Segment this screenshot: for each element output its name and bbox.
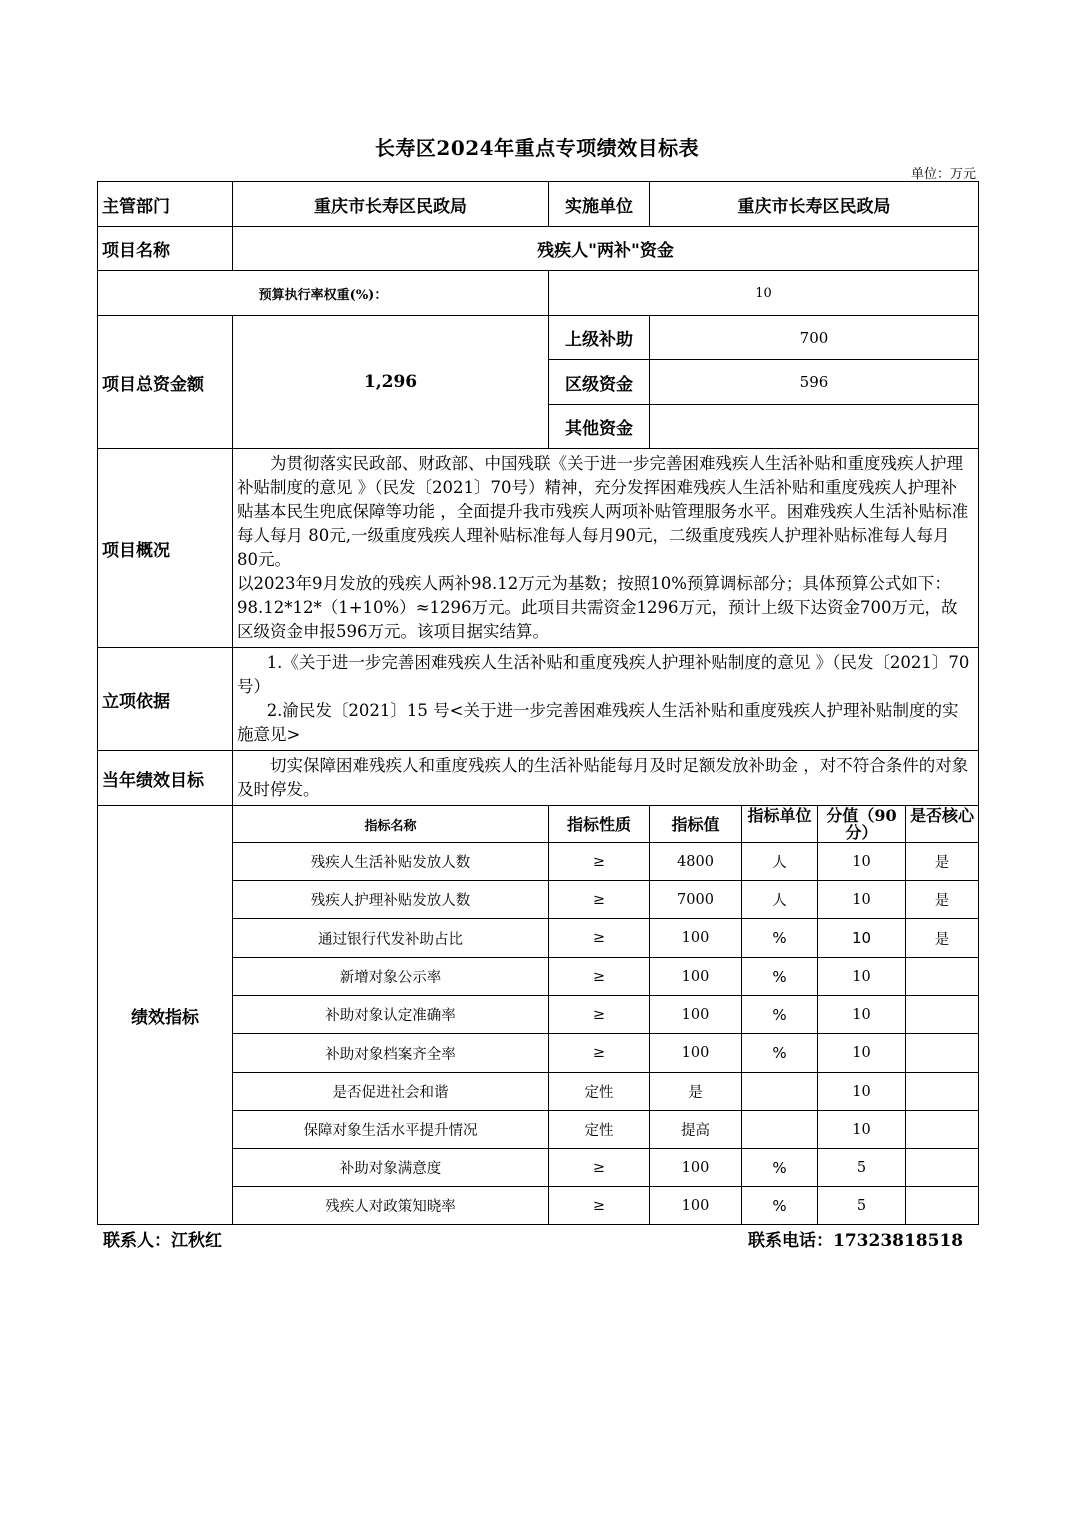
indicator-unit: %	[742, 1034, 818, 1073]
overview-row	[98, 449, 979, 648]
indicator-nature: ≥	[549, 958, 650, 996]
fund-value	[650, 405, 979, 449]
header-indicator-name: 指标名称	[233, 806, 549, 843]
indicator-score: 10	[818, 843, 906, 881]
budget-weight-row	[98, 271, 979, 316]
indicator-value: 100	[650, 958, 742, 996]
indicator-name: 通过银行代发补助占比	[233, 919, 549, 958]
indicator-value: 7000	[650, 881, 742, 919]
budget-weight-label: 预算执行率权重(%)：	[98, 271, 549, 316]
indicator-value: 100	[650, 1034, 742, 1073]
header-indicator-core: 是否核心	[906, 806, 979, 843]
indicator-score: 5	[818, 1187, 906, 1225]
indicator-unit: 人	[742, 881, 818, 919]
total-label: 项目总资金额	[98, 316, 233, 449]
fund-label: 其他资金	[549, 405, 650, 449]
indicator-nature: 定性	[549, 1073, 650, 1111]
indicator-nature: ≥	[549, 919, 650, 958]
indicator-value: 100	[650, 996, 742, 1034]
indicator-score: 10	[818, 919, 906, 958]
indicator-unit	[742, 1111, 818, 1149]
performance-target-table	[97, 181, 979, 1225]
header-indicator-value: 指标值	[650, 806, 742, 843]
indicator-core	[906, 1149, 979, 1187]
indicator-core: 是	[906, 881, 979, 919]
header-indicator-unit: 指标单位	[742, 806, 818, 843]
indicators-label: 绩效指标	[98, 806, 233, 1225]
indicator-core	[906, 1187, 979, 1225]
fund-row-1	[98, 316, 979, 360]
contact-person: 联系人：江秋红	[103, 1231, 222, 1251]
indicator-core	[906, 996, 979, 1034]
indicator-name: 保障对象生活水平提升情况	[233, 1111, 549, 1149]
indicator-unit: %	[742, 996, 818, 1034]
fund-value: 596	[650, 360, 979, 405]
indicator-score: 10	[818, 1111, 906, 1149]
indicator-unit: %	[742, 1149, 818, 1187]
project-name-row	[98, 227, 979, 271]
basis-text	[233, 648, 979, 751]
indicator-name: 补助对象满意度	[233, 1149, 549, 1187]
indicator-core	[906, 1111, 979, 1149]
indicator-value: 提高	[650, 1111, 742, 1149]
page-title: 长寿区2024年重点专项绩效目标表	[374, 136, 700, 160]
indicator-core	[906, 958, 979, 996]
indicator-value: 100	[650, 1149, 742, 1187]
indicator-unit: %	[742, 1187, 818, 1225]
indicator-nature: ≥	[549, 843, 650, 881]
indicator-unit	[742, 1073, 818, 1111]
impl-label: 实施单位	[549, 182, 650, 227]
indicator-score: 10	[818, 958, 906, 996]
contact-phone: 联系电话：17323818518	[748, 1231, 964, 1251]
project-name-label: 项目名称	[98, 227, 233, 271]
overview-paragraph-1: 为贯彻落实民政部、财政部、中国残联《关于进一步完善困难残疾人生活补贴和重度残疾人护理补贴制度的意见 》（民发〔2021〕70号）精神，充分发挥困难残疾人生活补贴和重度残疾人护理补贴基本民生兜底保障等功能 ，全面提升我市残疾人两项补贴管理服务水平。困难残疾人生活补贴标准每人每月 80元,一级重度残疾人理补贴标准每人每月90元，二级重度残疾人护理补贴标准每人每月 80元。	[237, 454, 969, 569]
indicator-score: 10	[818, 996, 906, 1034]
basis-paragraph-1: 1.《关于进一步完善困难残疾人生活补贴和重度残疾人护理补贴制度的意见 》（民发〔2021〕70号）	[237, 653, 970, 696]
fund-label: 区级资金	[549, 360, 650, 405]
overview-text	[233, 449, 979, 648]
indicator-core: 是	[906, 843, 979, 881]
fund-label: 上级补助	[549, 316, 650, 360]
project-name-value: 残疾人"两补"资金	[233, 227, 979, 271]
goal-paragraph: 切实保障困难残疾人和重度残疾人的生活补贴能每月及时足额发放补助金 ，对不符合条件的对象及时停发。	[237, 756, 969, 799]
indicator-core: 是	[906, 919, 979, 958]
indicator-header-row	[98, 806, 979, 843]
indicator-nature: ≥	[549, 996, 650, 1034]
indicator-value: 100	[650, 919, 742, 958]
goal-text	[233, 751, 979, 806]
indicator-score: 5	[818, 1149, 906, 1187]
indicator-nature: ≥	[549, 1034, 650, 1073]
total-value: 1,296	[233, 316, 549, 449]
indicator-name: 是否促进社会和谐	[233, 1073, 549, 1111]
indicator-unit: %	[742, 919, 818, 958]
overview-label: 项目概况	[98, 449, 233, 648]
header-indicator-nature: 指标性质	[549, 806, 650, 843]
dept-row	[98, 182, 979, 227]
basis-row	[98, 648, 979, 751]
indicator-name: 新增对象公示率	[233, 958, 549, 996]
indicator-name: 残疾人护理补贴发放人数	[233, 881, 549, 919]
indicator-name: 残疾人生活补贴发放人数	[233, 843, 549, 881]
indicator-name: 残疾人对政策知晓率	[233, 1187, 549, 1225]
indicator-nature: ≥	[549, 1187, 650, 1225]
indicator-unit: 人	[742, 843, 818, 881]
header-indicator-score: 分值（90分）	[818, 806, 906, 843]
goal-row	[98, 751, 979, 806]
dept-value: 重庆市长寿区民政局	[233, 182, 549, 227]
indicator-nature: ≥	[549, 1149, 650, 1187]
impl-value: 重庆市长寿区民政局	[650, 182, 979, 227]
dept-label: 主管部门	[98, 182, 233, 227]
indicator-value: 是	[650, 1073, 742, 1111]
indicator-nature: ≥	[549, 881, 650, 919]
indicator-score: 10	[818, 1034, 906, 1073]
indicator-value: 4800	[650, 843, 742, 881]
indicator-name: 补助对象档案齐全率	[233, 1034, 549, 1073]
indicator-value: 100	[650, 1187, 742, 1225]
overview-paragraph-2: 以2023年9月发放的残疾人两补98.12万元为基数；按照10%预算调标部分；具体预算公式如下：98.12*12*（1+10%）≈1296万元。此项目共需资金1296万元，预计上级下达资金700万元，故区级资金申报596万元。该项目据实结算。	[237, 574, 958, 641]
indicator-name: 补助对象认定准确率	[233, 996, 549, 1034]
indicator-score: 10	[818, 881, 906, 919]
budget-weight-value: 10	[549, 271, 979, 316]
goal-label: 当年绩效目标	[98, 751, 233, 806]
indicator-nature: 定性	[549, 1111, 650, 1149]
unit-label: 单位：万元	[910, 167, 976, 182]
basis-paragraph-2: 2.渝民发〔2021〕15 号<关于进一步完善困难残疾人生活补贴和重度残疾人护理补贴制度的实施意见>	[237, 701, 959, 744]
fund-value: 700	[650, 316, 979, 360]
indicator-core	[906, 1034, 979, 1073]
indicator-unit: %	[742, 958, 818, 996]
indicator-score: 10	[818, 1073, 906, 1111]
indicator-core	[906, 1073, 979, 1111]
basis-label: 立项依据	[98, 648, 233, 751]
